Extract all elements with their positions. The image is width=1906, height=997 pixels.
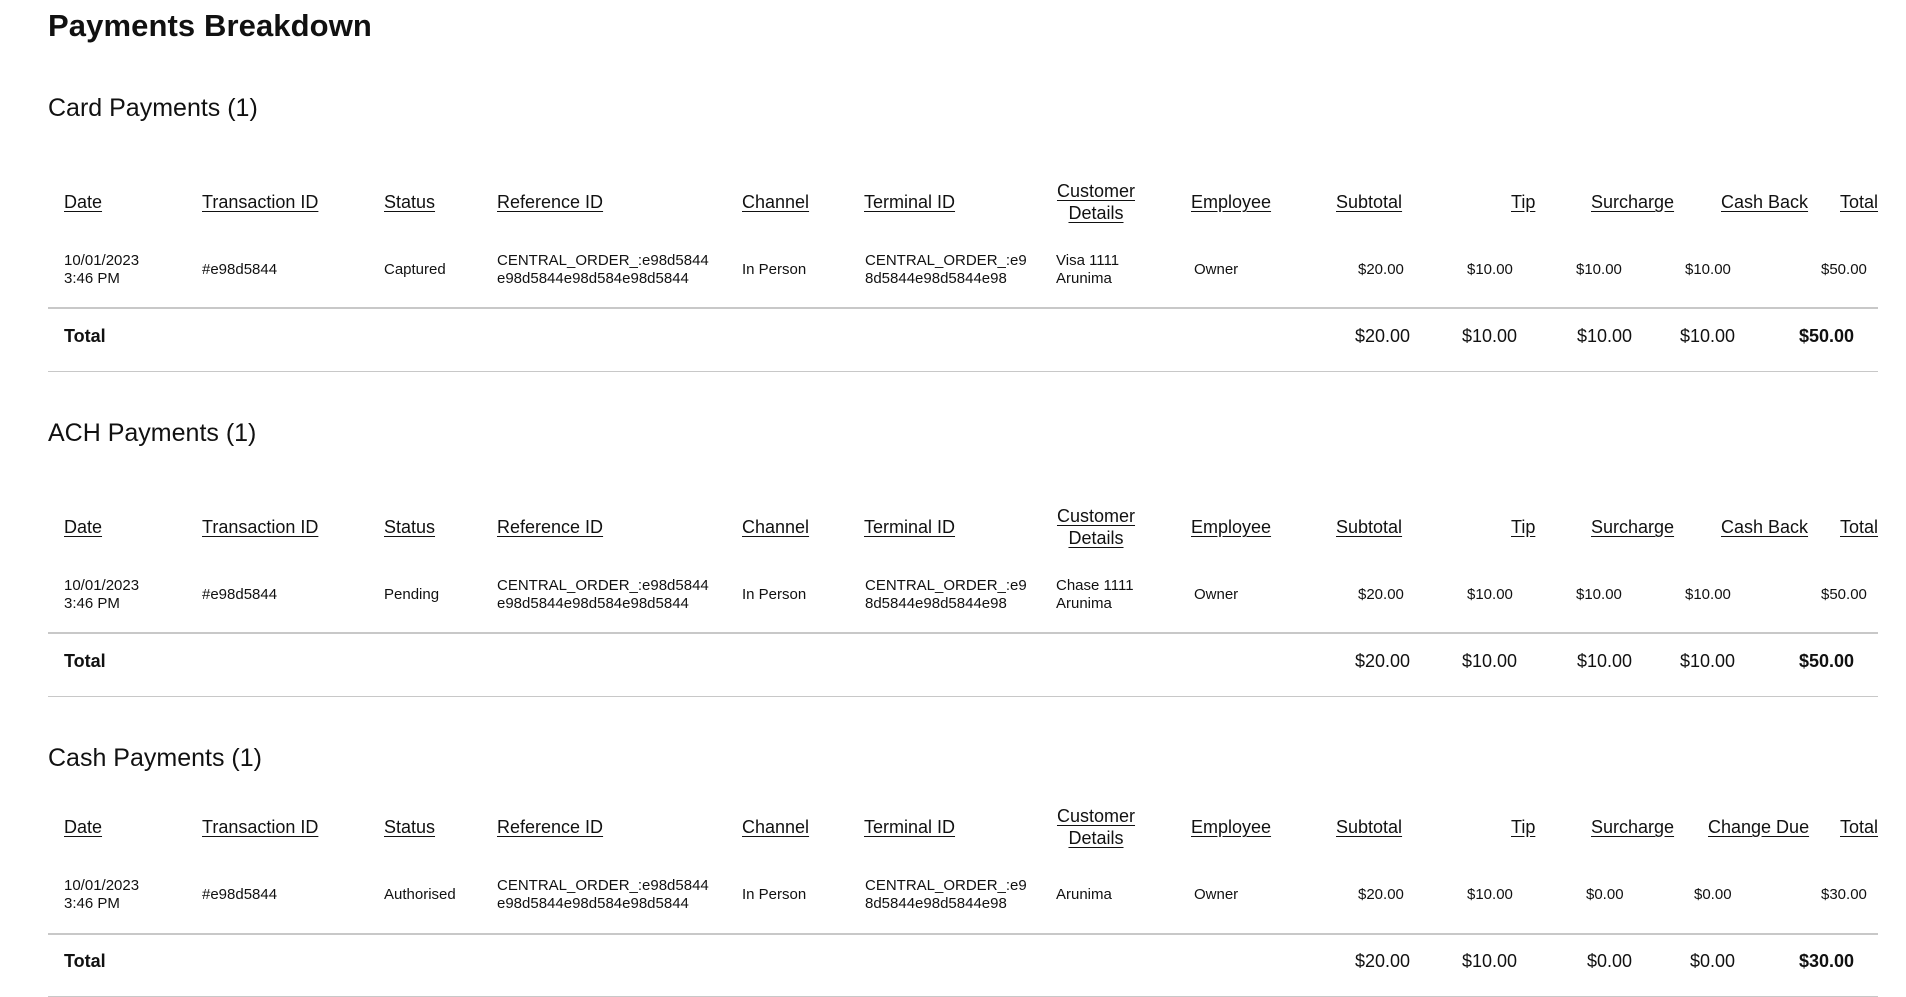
totals-cash-back: $10.00 (1680, 326, 1736, 346)
column-header-channel[interactable]: Channel (742, 817, 810, 837)
column-header-date[interactable]: Date (64, 817, 103, 837)
totals-total: $50.00 (1799, 326, 1855, 346)
column-header-customer-details-line2: Details (1068, 528, 1124, 548)
totals-label: Total (64, 326, 106, 346)
row-reference-id-line1: CENTRAL_ORDER_:e98d5844 (497, 877, 709, 894)
section-title: Card Payments (1) (48, 94, 258, 122)
totals-tip: $10.00 (1462, 951, 1518, 971)
column-header-cash-back[interactable]: Cash Back (1721, 517, 1809, 537)
row-date (64, 252, 139, 288)
row-tip: $10.00 (1467, 886, 1513, 903)
row-subtotal: $20.00 (1358, 586, 1404, 603)
row-date-time: 3:46 PM (64, 895, 120, 912)
totals-subtotal: $20.00 (1355, 651, 1411, 671)
column-header-reference-id[interactable]: Reference ID (497, 192, 604, 212)
section-divider (48, 696, 1878, 697)
totals-total: $30.00 (1799, 951, 1855, 971)
row-date-time: 3:46 PM (64, 595, 120, 612)
row-terminal-id-line1: CENTRAL_ORDER_:e9 (865, 252, 1027, 269)
row-employee: Owner (1194, 586, 1239, 603)
column-header-customer-details-line1: Customer (1056, 181, 1136, 201)
row-transaction-id: #e98d5844 (202, 586, 278, 603)
row-customer-details (1056, 577, 1134, 613)
totals-label: Total (64, 651, 106, 671)
column-header-customer-details-line2: Details (1068, 203, 1124, 223)
column-header-cash-back[interactable]: Cash Back (1721, 192, 1809, 212)
row-reference-id-line2: e98d5844e98d584e98d5844 (497, 895, 689, 912)
column-header-subtotal[interactable]: Subtotal (1336, 517, 1403, 537)
row-reference-id-line1: CENTRAL_ORDER_:e98d5844 (497, 577, 709, 594)
totals-label: Total (64, 951, 106, 971)
row-date-day: 10/01/2023 (64, 252, 140, 269)
row-status: Captured (384, 261, 446, 278)
row-terminal-id-line2: 8d5844e98d5844e98 (865, 895, 1007, 912)
totals-surcharge: $0.00 (1587, 951, 1633, 971)
column-header-employee[interactable]: Employee (1191, 817, 1272, 837)
row-customer-details-line2: Arunima (1056, 270, 1112, 287)
column-header-status[interactable]: Status (384, 192, 436, 212)
column-header-terminal-id[interactable]: Terminal ID (864, 817, 956, 837)
column-header-channel[interactable]: Channel (742, 192, 810, 212)
row-date-time: 3:46 PM (64, 270, 120, 287)
column-header-total[interactable]: Total (1840, 517, 1879, 537)
row-date (64, 577, 139, 613)
column-header-transaction-id[interactable]: Transaction ID (202, 517, 319, 537)
row-total: $50.00 (1821, 586, 1867, 603)
row-customer-details-line1: Visa 1111 (1056, 252, 1120, 269)
row-terminal-id-line1: CENTRAL_ORDER_:e9 (865, 877, 1027, 894)
row-terminal-id (865, 877, 1027, 913)
totals-surcharge: $10.00 (1577, 326, 1633, 346)
row-reference-id-line2: e98d5844e98d584e98d5844 (497, 595, 689, 612)
column-header-surcharge[interactable]: Surcharge (1591, 517, 1675, 537)
totals-tip: $10.00 (1462, 651, 1518, 671)
column-header-subtotal[interactable]: Subtotal (1336, 817, 1403, 837)
row-channel: In Person (742, 886, 807, 903)
row-reference-id (497, 577, 709, 613)
column-header-date[interactable]: Date (64, 192, 103, 212)
row-cash-back: $10.00 (1685, 261, 1731, 278)
page-title: Payments Breakdown (48, 8, 372, 43)
section-divider (48, 371, 1878, 372)
row-divider (48, 307, 1878, 309)
column-header-total[interactable]: Total (1840, 192, 1879, 212)
column-header-status[interactable]: Status (384, 517, 436, 537)
section-title: ACH Payments (1) (48, 419, 257, 447)
column-header-terminal-id[interactable]: Terminal ID (864, 517, 956, 537)
column-header-tip[interactable]: Tip (1511, 192, 1536, 212)
column-header-surcharge[interactable]: Surcharge (1591, 817, 1675, 837)
row-channel: In Person (742, 586, 807, 603)
row-terminal-id (865, 252, 1027, 288)
row-date-day: 10/01/2023 (64, 577, 140, 594)
row-transaction-id: #e98d5844 (202, 261, 278, 278)
row-terminal-id (865, 577, 1027, 613)
row-tip: $10.00 (1467, 261, 1513, 278)
row-reference-id (497, 252, 709, 288)
row-reference-id (497, 877, 709, 913)
column-header-tip[interactable]: Tip (1511, 817, 1536, 837)
row-divider (48, 933, 1878, 935)
totals-surcharge: $10.00 (1577, 651, 1633, 671)
column-header-transaction-id[interactable]: Transaction ID (202, 817, 319, 837)
row-surcharge: $0.00 (1586, 886, 1624, 903)
totals-tip: $10.00 (1462, 326, 1518, 346)
row-total: $50.00 (1821, 261, 1867, 278)
row-employee: Owner (1194, 886, 1239, 903)
column-header-status[interactable]: Status (384, 817, 436, 837)
section-title: Cash Payments (1) (48, 744, 262, 772)
row-date (64, 877, 139, 913)
row-reference-id-line1: CENTRAL_ORDER_:e98d5844 (497, 252, 709, 269)
row-change-due: $0.00 (1694, 886, 1732, 903)
row-customer-details-line2: Arunima (1056, 595, 1112, 612)
row-cash-back: $10.00 (1685, 586, 1731, 603)
column-header-customer-details-line1: Customer (1056, 806, 1136, 826)
totals-subtotal: $20.00 (1355, 326, 1411, 346)
column-header-customer-details-line1: Customer (1056, 506, 1136, 526)
column-header-customer-details[interactable] (1050, 180, 1142, 224)
column-header-reference-id[interactable]: Reference ID (497, 517, 604, 537)
row-status: Authorised (384, 886, 456, 903)
column-header-surcharge[interactable]: Surcharge (1591, 192, 1675, 212)
row-channel: In Person (742, 261, 807, 278)
row-surcharge: $10.00 (1576, 586, 1622, 603)
column-header-customer-details[interactable] (1050, 505, 1142, 549)
column-header-transaction-id[interactable]: Transaction ID (202, 192, 319, 212)
row-terminal-id-line1: CENTRAL_ORDER_:e9 (865, 577, 1027, 594)
column-header-employee[interactable]: Employee (1191, 192, 1272, 212)
row-divider (48, 632, 1878, 634)
row-customer-details (1056, 252, 1119, 288)
row-date-day: 10/01/2023 (64, 877, 140, 894)
row-customer-details: Arunima (1056, 886, 1112, 903)
row-transaction-id: #e98d5844 (202, 886, 278, 903)
row-surcharge: $10.00 (1576, 261, 1622, 278)
column-header-tip[interactable]: Tip (1511, 517, 1536, 537)
row-customer-details-line1: Chase 1111 (1056, 577, 1134, 594)
row-employee: Owner (1194, 261, 1239, 278)
column-header-date[interactable]: Date (64, 517, 103, 537)
totals-cash-back: $10.00 (1680, 651, 1736, 671)
column-header-customer-details[interactable] (1050, 805, 1142, 849)
column-header-employee[interactable]: Employee (1191, 517, 1272, 537)
row-terminal-id-line2: 8d5844e98d5844e98 (865, 270, 1007, 287)
row-terminal-id-line2: 8d5844e98d5844e98 (865, 595, 1007, 612)
column-header-channel[interactable]: Channel (742, 517, 810, 537)
column-header-change-due[interactable]: Change Due (1708, 817, 1810, 837)
column-header-reference-id[interactable]: Reference ID (497, 817, 604, 837)
column-header-subtotal[interactable]: Subtotal (1336, 192, 1403, 212)
row-reference-id-line2: e98d5844e98d584e98d5844 (497, 270, 689, 287)
totals-change-due: $0.00 (1690, 951, 1736, 971)
column-header-total[interactable]: Total (1840, 817, 1879, 837)
column-header-terminal-id[interactable]: Terminal ID (864, 192, 956, 212)
row-status: Pending (384, 586, 440, 603)
row-tip: $10.00 (1467, 586, 1513, 603)
row-total: $30.00 (1821, 886, 1867, 903)
totals-subtotal: $20.00 (1355, 951, 1411, 971)
row-subtotal: $20.00 (1358, 261, 1404, 278)
column-header-customer-details-line2: Details (1068, 828, 1124, 848)
totals-total: $50.00 (1799, 651, 1855, 671)
row-subtotal: $20.00 (1358, 886, 1404, 903)
